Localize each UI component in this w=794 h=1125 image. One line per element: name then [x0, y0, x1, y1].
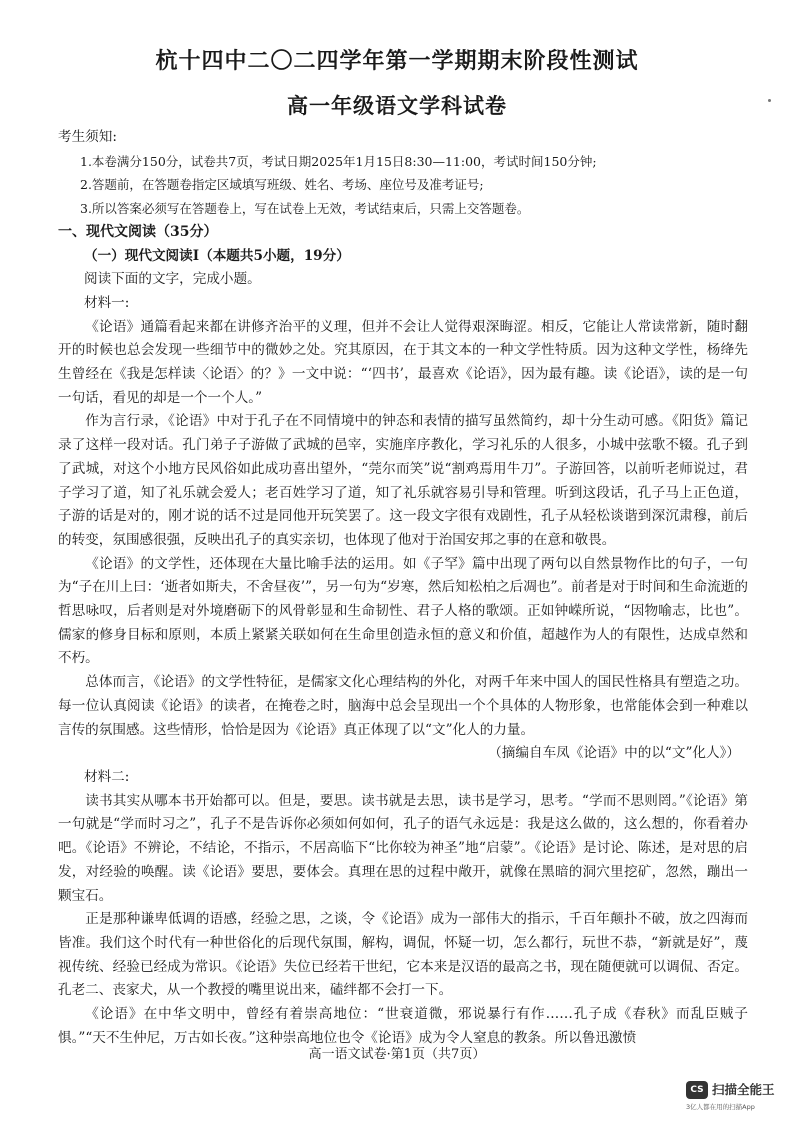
- subsection-heading: （一）现代文阅读Ⅰ（本题共5小题，19分）: [84, 247, 350, 264]
- material-2-paragraph: 《论语》在中华文明中，曾经有着崇高地位：“世衰道微，邪说暴行有作……孔子成《春秋》而乱臣贼子惧。”“天不生仲尼，万古如长夜。”这种崇高地位也令《论语》成为令人窒息的教条。所以鲁迅激愤: [58, 1006, 748, 1046]
- material-1-paragraph: 《论语》的文学性，还体现在大量比喻手法的运用。如《子罕》篇中出现了两句以自然景物作比的句子，一句为“子在川上曰：‘逝者如斯夫，不舍昼夜’”，另一句为“岁寒，然后知松柏之后凋也”。前者是对于时间和生命流逝的哲思咏叹，后者则是对外境磨砺下的风骨彰显和生命韧性、君子人格的歌颂。正如钟嵘所说，“因物喻志，比也”。儒家的修身目标和原则，本质上紧紧关联如何在生命里创造永恒的意义和价值，超越作为人的有限性，达成卓然和不朽。: [58, 555, 748, 667]
- material-1-source: （摘编自车凤《论语》中的以“文”化人》）: [488, 745, 740, 762]
- scanner-watermark: [686, 1077, 786, 1117]
- section-heading: 一、现代文阅读（35分）: [58, 223, 218, 240]
- material-1-paragraph: 作为言行录，《论语》中对于孔子在不同情境中的钟态和表情的描写虽然简约，却十分生动可感。《阳货》篇记录了这样一段对话。孔门弟子子游做了武城的邑宰，实施庠序教化，学习礼乐的人很多，小城中弦歌不辍。孔子到了武城，对这个小地方民风俗如此成功喜出望外，“莞尔而笑”说“割鸡焉用牛刀”。子游回答，以前听老师说过，君子学习了道，知了礼乐就会爱人；老百姓学习了道，知了礼乐就容易引导和管理。听到这段话，孔子马上正色道，子游的话是对的，刚才说的话不过是同他开玩笑罢了。这一段文字很有戏剧性，孔子从轻松谈谐到深沉肃穆，前后的转变，氛围感很强，反映出孔子的真实亲切，也体现了他对于治国安邦之事的在意和敬畏。: [58, 413, 748, 548]
- scanner-tagline: 3亿人都在用的扫描App: [686, 1103, 755, 1111]
- scanner-app-name: 扫描全能王: [712, 1082, 775, 1097]
- page-footer: 高一语文试卷·第1页（共7页）: [308, 1047, 486, 1062]
- material-1-label: 材料一:: [84, 294, 130, 311]
- notice-item-1: 1.本卷满分150分，试卷共7页，考试日期2025年1月15日8:30—11:00，考试时间150分钟;: [80, 153, 597, 169]
- scanner-logo-icon: CS: [686, 1081, 708, 1099]
- exam-title: 杭十四中二〇二四学年第一学期期末阶段性测试: [155, 48, 639, 74]
- reading-instruction: 阅读下面的文字，完成小题。: [84, 271, 261, 288]
- notice-heading: 考生须知:: [58, 129, 117, 145]
- notice-item-2: 2.答题前，在答题卷指定区域填写班级、姓名、考场、座位号及准考证号;: [80, 177, 484, 193]
- notice-item-3: 3.所以答案必须写在答题卷上，写在试卷上无效，考试结束后，只需上交答题卷。: [80, 201, 530, 217]
- material-1-paragraph: 《论语》通篇看起来都在讲修齐治平的义理，但并不会让人觉得艰深晦涩。相反，它能让人常读常新，随时翻开的时候也总会发现一些细节中的微妙之处。究其原因，在于其文本的一种文学性特质。因为这种文学性，杨绛先生曾经在《我是怎样读〈论语〉的？》一文中说：“‘四书’，最喜欢《论语》，因为最有趣。读《论语》，读的是一句一句话，看见的却是一个一个人。”: [58, 318, 748, 406]
- material-2-paragraph: 读书其实从哪本书开始都可以。但是，要思。读书就是去思，读书是学习，思考。“学而不思则罔。”《论语》第一句就是“学而时习之”，孔子不是告诉你必须如何如何，孔子的语气永远是：我是这么做的，这么想的，你看着办吧。《论语》不辨论，不结论，不指示，不居高临下“比你较为神圣”地“启蒙”。《论语》是讨论、陈述，是对思的启发，对经验的唤醒。读《论语》要思，要体会。真理在思的过程中敞开，就像在黑暗的洞穴里挖矿，忽然，蹦出一颗宝石。: [58, 792, 748, 904]
- scan-speck: [768, 99, 771, 102]
- exam-body: [58, 126, 748, 1050]
- exam-subtitle: 高一年级语文学科试卷: [287, 93, 507, 118]
- material-2-label: 材料二:: [84, 768, 130, 785]
- material-2-paragraph: 正是那种谦卑低调的语感，经验之思，之谈，令《论语》成为一部伟大的指示，千百年颠扑不破，放之四海而皆准。我们这个时代有一种世俗化的后现代氛围，解构，调侃，怀疑一切，怎么都行，玩世不恭，“新就是好”，蔑视传统、经验已经成为常识。《论语》失位已经若干世纪，它本来是汉语的最高之书，现在随便就可以调侃、否定。孔老二、丧家犬，从一个教授的嘴里说出来，磕绊都不会打一下。: [58, 911, 748, 999]
- material-1-paragraph: 总体而言，《论语》的文学性特征，是儒家文化心理结构的外化，对两千年来中国人的国民性格具有塑造之功。每一位认真阅读《论语》的读者，在掩卷之时，脑海中总会呈现出一个个具体的人物形象，也常能体会到一种难以言传的氛围感。这些情形，恰恰是因为《论语》真正体现了以“文”化人的力量。: [58, 674, 748, 738]
